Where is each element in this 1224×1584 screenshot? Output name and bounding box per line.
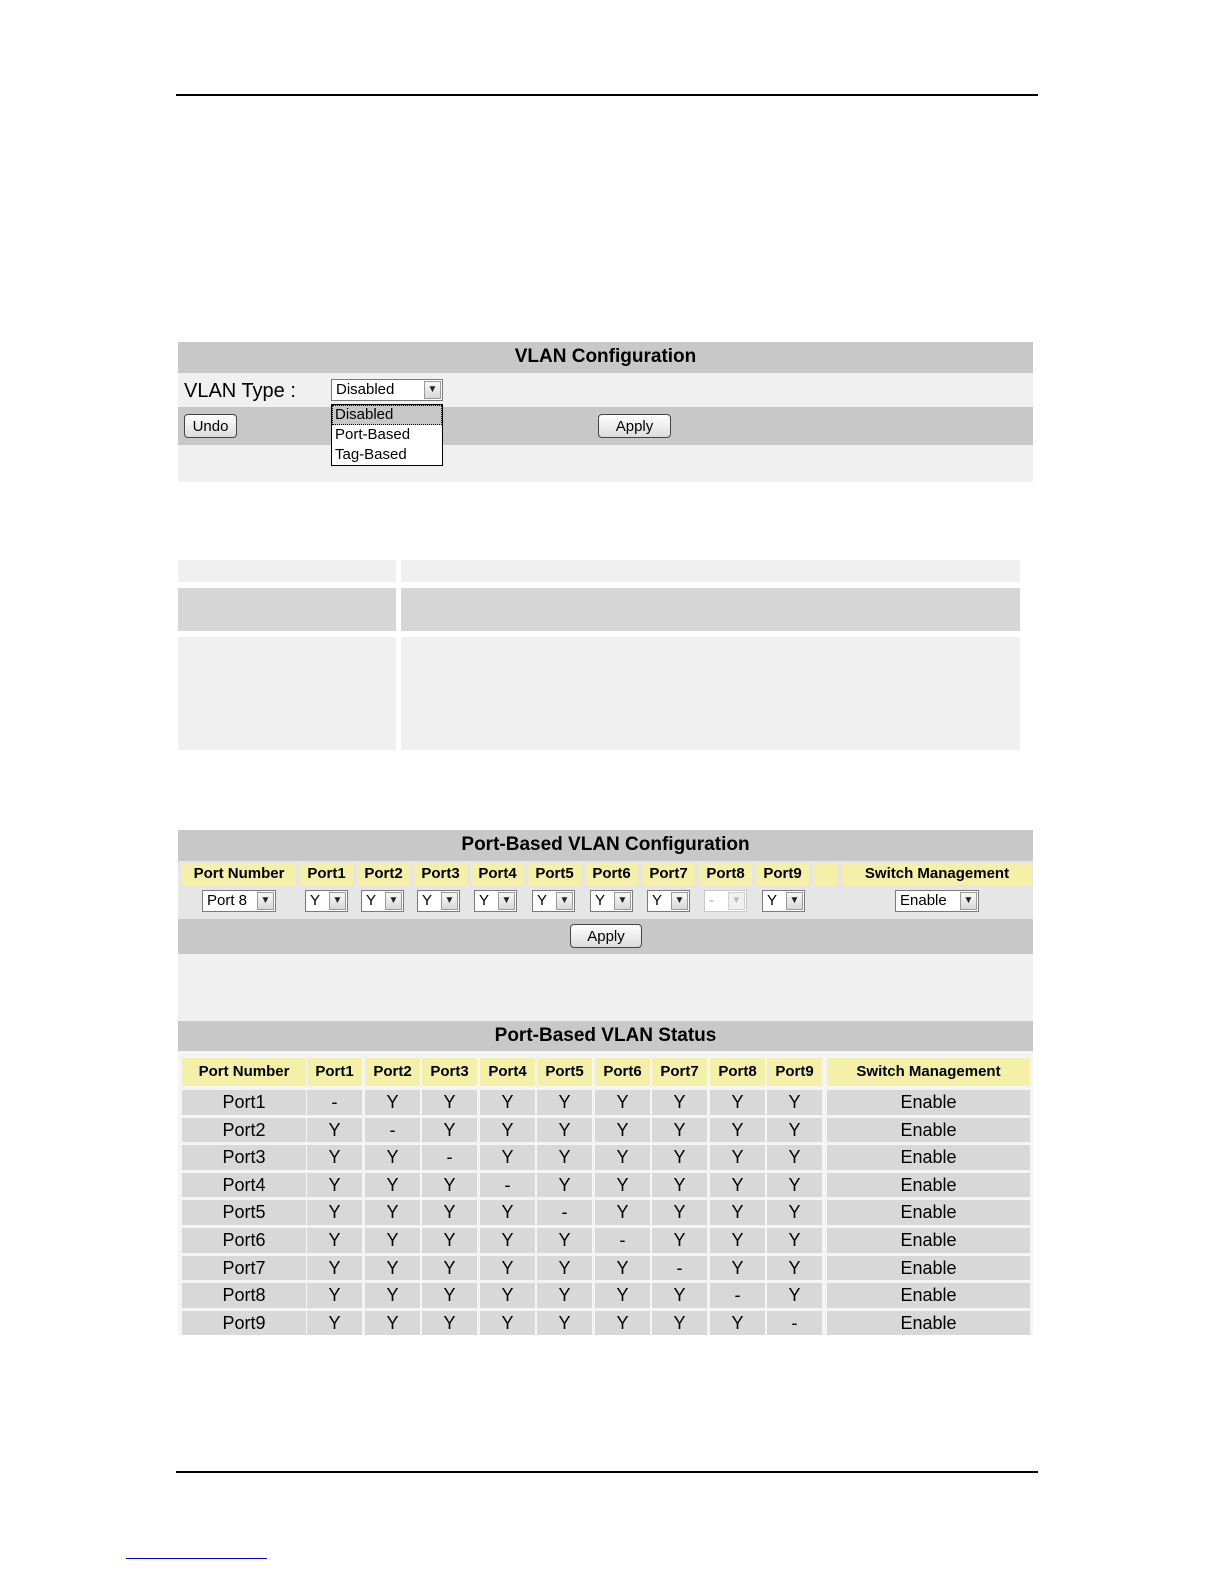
port-status-header-port8: Port8 [710,1058,765,1086]
table-cell: Y [537,1145,592,1170]
port-config-header-port4: Port4 [471,863,524,885]
table-cell: Y [710,1256,765,1281]
table-cell: Y [365,1283,420,1308]
port-config-header-port1: Port1 [300,863,353,885]
table-cell: Y [595,1173,650,1198]
vlan-type-label: VLAN Type : [184,380,296,402]
table-cell: Y [365,1256,420,1281]
port-status-header-switch-management: Switch Management [827,1058,1030,1086]
port-config-header-port-number: Port Number [182,863,296,885]
port-config-footer [178,954,1033,1021]
vlan-type-option-tag-based[interactable]: Tag-Based [335,446,407,463]
table-cell: - [307,1090,362,1115]
table-cell: Y [307,1228,362,1253]
port4-select[interactable] [474,890,517,912]
port-config-header-port3: Port3 [414,863,467,885]
table-cell: Y [422,1256,477,1281]
port-config-header-spacer [813,863,838,885]
port1-select[interactable] [305,890,348,912]
table-cell: Y [767,1173,822,1198]
port6-select[interactable] [590,890,633,912]
vlan-panel-footer [178,445,1033,482]
table-cell: - [537,1200,592,1225]
port8-select [704,890,747,912]
table-cell: Y [710,1173,765,1198]
table-cell: - [365,1118,420,1143]
port-config-header-switch-management: Switch Management [842,863,1032,885]
table-row-label: Port8 [182,1283,306,1308]
table-cell: Y [595,1311,650,1336]
blank-cell [178,560,396,582]
port2-value: Y [366,892,377,909]
table-cell: Y [595,1256,650,1281]
table-cell: Y [307,1118,362,1143]
table-cell: - [422,1145,477,1170]
table-cell: Y [307,1173,362,1198]
table-cell: Y [422,1311,477,1336]
port9-select[interactable] [762,890,805,912]
table-cell: Y [710,1145,765,1170]
table-cell: Y [537,1256,592,1281]
table-cell: Y [767,1118,822,1143]
blank-cell [178,637,396,750]
port-config-header-port2: Port2 [357,863,410,885]
table-cell: Y [365,1090,420,1115]
table-row-label: Port1 [182,1090,306,1115]
port-status-header-port1: Port1 [307,1058,362,1086]
table-cell: Y [595,1090,650,1115]
vlan-type-select[interactable] [331,379,443,401]
chevron-down-icon[interactable]: ▼ [498,892,515,910]
port7-select[interactable] [647,890,690,912]
table-cell: Y [652,1118,707,1143]
switch-management-select[interactable] [895,890,979,912]
footer-rule [176,1471,1038,1473]
table-cell: Y [652,1283,707,1308]
footer-link-underline [126,1558,267,1559]
table-cell: Y [767,1228,822,1253]
table-cell: - [710,1283,765,1308]
chevron-down-icon[interactable]: ▼ [614,892,631,910]
table-cell: Y [365,1173,420,1198]
header-rule [176,94,1038,96]
vlan-type-dropdown-list[interactable] [331,404,443,466]
table-cell: Enable [827,1090,1030,1115]
table-cell: Y [710,1228,765,1253]
table-cell: Y [595,1145,650,1170]
chevron-down-icon[interactable]: ▼ [424,381,441,399]
table-cell: Y [652,1228,707,1253]
table-cell: Y [307,1311,362,1336]
table-cell: Enable [827,1200,1030,1225]
table-cell: Y [480,1090,535,1115]
table-cell: Y [480,1283,535,1308]
chevron-down-icon[interactable]: ▼ [671,892,688,910]
vlan-type-option-port-based[interactable]: Port-Based [335,426,411,443]
vlan-type-selected-value: Disabled [336,381,395,398]
port8-value: - [709,892,714,909]
table-cell: Enable [827,1145,1030,1170]
table-cell: Enable [827,1118,1030,1143]
table-row-label: Port5 [182,1200,306,1225]
table-cell: Y [480,1256,535,1281]
vlan-configuration-title: VLAN Configuration [178,342,1033,373]
vlan-type-option-disabled[interactable]: Disabled [332,405,442,425]
table-cell: Y [307,1256,362,1281]
table-cell: Y [422,1228,477,1253]
table-cell: Y [767,1283,822,1308]
table-row-label: Port4 [182,1173,306,1198]
port4-value: Y [479,892,490,909]
port-number-value: Port 8 [207,892,248,909]
table-cell: Y [307,1145,362,1170]
chevron-down-icon[interactable]: ▼ [556,892,573,910]
blank-cell [401,560,1020,582]
table-row-label: Port2 [182,1118,306,1143]
blank-cell [401,637,1020,750]
table-cell: Y [480,1200,535,1225]
chevron-down-icon[interactable]: ▼ [960,892,977,910]
vlan-type-row [178,373,1033,407]
port9-value: Y [767,892,778,909]
table-cell: Y [307,1283,362,1308]
table-cell: Y [652,1200,707,1225]
port-status-header-port3: Port3 [422,1058,477,1086]
table-cell: Y [710,1200,765,1225]
port-config-header-port6: Port6 [585,863,638,885]
table-cell: Y [422,1118,477,1143]
table-cell: Y [595,1283,650,1308]
table-cell: Y [422,1200,477,1225]
table-cell: Y [365,1228,420,1253]
table-row-label: Port3 [182,1145,306,1170]
table-cell: Y [710,1090,765,1115]
table-cell: Y [365,1200,420,1225]
blank-cell [401,588,1020,631]
table-cell: Y [422,1283,477,1308]
table-cell: Enable [827,1311,1030,1336]
port-status-header-port9: Port9 [767,1058,822,1086]
table-cell: Y [365,1311,420,1336]
port-number-select[interactable] [202,890,276,912]
table-cell: Enable [827,1283,1030,1308]
table-cell: Y [652,1311,707,1336]
port1-value: Y [310,892,321,909]
table-cell: Y [767,1145,822,1170]
port-status-header-port-number: Port Number [182,1058,306,1086]
port6-value: Y [595,892,606,909]
port-config-header-port8: Port8 [699,863,752,885]
table-cell: Y [595,1118,650,1143]
table-cell: Y [480,1118,535,1143]
port7-value: Y [652,892,663,909]
table-cell: Y [767,1256,822,1281]
table-cell: Y [422,1173,477,1198]
table-row-label: Port6 [182,1228,306,1253]
port-config-header-port9: Port9 [756,863,809,885]
table-cell: Y [537,1311,592,1336]
table-cell: Enable [827,1256,1030,1281]
table-cell: Y [537,1228,592,1253]
port-config-header-port7: Port7 [642,863,695,885]
table-cell: Y [710,1118,765,1143]
vlan-apply-button[interactable]: Apply [598,414,671,438]
table-cell: Y [537,1118,592,1143]
chevron-down-icon[interactable]: ▼ [385,892,402,910]
table-cell: Y [365,1145,420,1170]
table-cell: Y [537,1283,592,1308]
chevron-down-icon[interactable]: ▼ [257,892,274,910]
port-status-header-port2: Port2 [365,1058,420,1086]
table-cell: - [595,1228,650,1253]
chevron-down-icon[interactable]: ▼ [786,892,803,910]
port-status-header-port4: Port4 [480,1058,535,1086]
port5-select[interactable] [532,890,575,912]
port-config-header-port5: Port5 [528,863,581,885]
table-cell: Y [480,1311,535,1336]
port-status-header-port6: Port6 [595,1058,650,1086]
blank-cell [178,588,396,631]
switch-management-value: Enable [900,892,947,909]
table-cell: Y [595,1200,650,1225]
port-status-header-port7: Port7 [652,1058,707,1086]
table-cell: Y [652,1173,707,1198]
port-status-header-port5: Port5 [537,1058,592,1086]
table-cell: Y [422,1090,477,1115]
table-cell: - [652,1256,707,1281]
port-status-title: Port-Based VLAN Status [178,1021,1033,1051]
table-cell: - [480,1173,535,1198]
table-cell: Enable [827,1228,1030,1253]
table-cell: Y [767,1090,822,1115]
table-cell: Y [480,1145,535,1170]
port-config-title: Port-Based VLAN Configuration [178,830,1033,861]
table-row-label: Port7 [182,1256,306,1281]
table-cell: Enable [827,1173,1030,1198]
table-cell: Y [652,1145,707,1170]
port2-select[interactable] [361,890,404,912]
chevron-down-icon: ▼ [728,892,745,910]
table-cell: Y [537,1173,592,1198]
port3-value: Y [422,892,433,909]
port5-value: Y [537,892,548,909]
table-cell: Y [480,1228,535,1253]
port-config-apply-button[interactable]: Apply [570,924,642,948]
chevron-down-icon[interactable]: ▼ [329,892,346,910]
table-cell: Y [307,1200,362,1225]
table-cell: Y [767,1200,822,1225]
port3-select[interactable] [417,890,460,912]
undo-button[interactable]: Undo [184,414,237,438]
chevron-down-icon[interactable]: ▼ [441,892,458,910]
table-cell: Y [710,1311,765,1336]
table-cell: Y [652,1090,707,1115]
table-cell: Y [537,1090,592,1115]
table-cell: - [767,1311,822,1336]
table-row-label: Port9 [182,1311,306,1336]
